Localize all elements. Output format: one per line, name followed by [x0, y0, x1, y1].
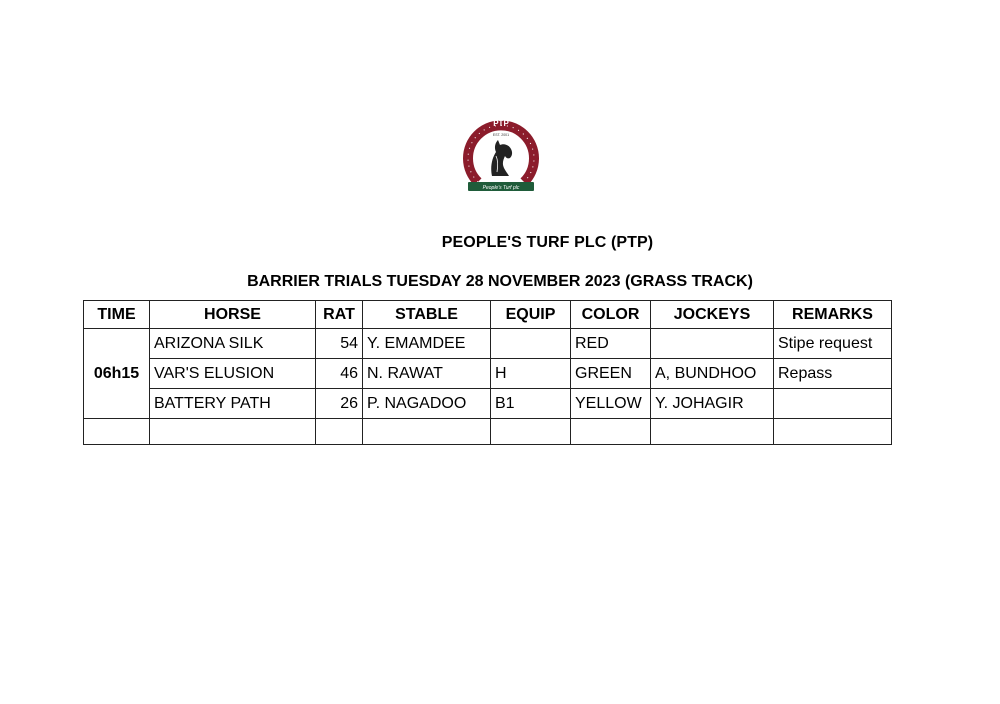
empty-cell [316, 419, 363, 445]
horseshoe-horse-logo [462, 112, 540, 198]
table-row [84, 389, 892, 419]
empty-cell [84, 419, 150, 445]
empty-cell [150, 419, 316, 445]
remarks-cell [774, 389, 892, 419]
empty-cell [363, 419, 491, 445]
stable-cell: N. RAWAT [363, 359, 491, 389]
equip-cell [491, 329, 571, 359]
rating-cell: 26 [316, 389, 363, 419]
col-header-color: COLOR [571, 301, 651, 329]
remarks-cell: Repass [774, 359, 892, 389]
empty-cell [491, 419, 571, 445]
empty-cell [651, 419, 774, 445]
logo-top-text: PTP [493, 119, 509, 128]
document-title: BARRIER TRIALS TUESDAY 28 NOVEMBER 2023 (GRASS TRACK) [247, 273, 753, 290]
color-cell: YELLOW [571, 389, 651, 419]
stable-cell: Y. EMAMDEE [363, 329, 491, 359]
rating-cell: 46 [316, 359, 363, 389]
color-cell: GREEN [571, 359, 651, 389]
col-header-stable: STABLE [363, 301, 491, 329]
equip-cell: B1 [491, 389, 571, 419]
color-cell: RED [571, 329, 651, 359]
table-header-row [84, 301, 892, 329]
horse-cell: VAR'S ELUSION [150, 359, 316, 389]
logo-est-text: EST. 2001 [492, 133, 510, 137]
org-title: PEOPLE'S TURF PLC (PTP) [441, 234, 654, 251]
ptp-logo [462, 112, 540, 198]
jockey-cell: Y. JOHAGIR [651, 389, 774, 419]
jockey-cell [651, 329, 774, 359]
col-header-equip: EQUIP [491, 301, 571, 329]
time-cell: 06h15 [84, 329, 150, 419]
equip-cell: H [491, 359, 571, 389]
col-header-horse: HORSE [150, 301, 316, 329]
empty-table-row [84, 419, 892, 445]
horse-cell: BATTERY PATH [150, 389, 316, 419]
jockey-cell: A, BUNDHOO [651, 359, 774, 389]
remarks-cell: Stipe request [774, 329, 892, 359]
col-header-jockeys: JOCKEYS [651, 301, 774, 329]
table-row [84, 329, 892, 359]
logo-banner-text: People's Turf plc [482, 185, 520, 191]
empty-cell [774, 419, 892, 445]
stable-cell: P. NAGADOO [363, 389, 491, 419]
table-row [84, 359, 892, 389]
col-header-rat: RAT [316, 301, 363, 329]
rating-cell: 54 [316, 329, 363, 359]
col-header-time: TIME [84, 301, 150, 329]
barrier-trials-table [83, 300, 892, 445]
empty-cell [571, 419, 651, 445]
horse-cell: ARIZONA SILK [150, 329, 316, 359]
col-header-remarks: REMARKS [774, 301, 892, 329]
